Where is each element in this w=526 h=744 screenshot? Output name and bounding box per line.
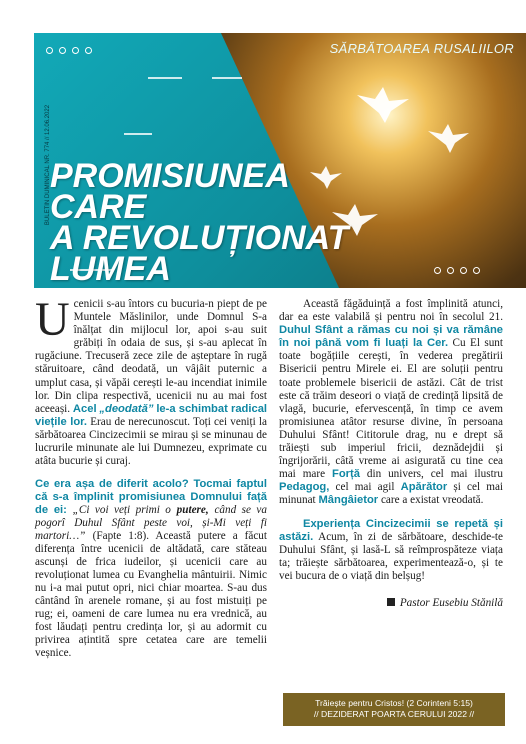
experience-paragraph: Experiența Cincizecimii se repetă și astăzi. Acum, în zi de sărbătoare, deschide-te Duhului Sfânt, și lasă-L să reîmprospăteze viața ta; trăiește sărbătoarea, experimentează-o, și te vei bucura de o viață din belșug! <box>279 517 503 582</box>
section-label: SĂRBĂTOAREA RUSALIILOR <box>329 41 514 56</box>
decor-bar <box>124 133 152 135</box>
article-left-column <box>35 293 268 660</box>
promise-paragraph: Această făgăduință a fost împlinită atunci, dar ea este valabilă și pentru noi în secolul 21. Duhul Sfânt a rămas cu noi și va rămâne în noi până vom fi luați la Cer. Cu El sunt toate bogățiile cerești, în vederea pregătirii Bisericii pentru Mirele ei. El are soluții pentru toate problemele bisericii de astăzi. Cât de trist este că trăim deseori o viață de credință lipsită de vlagă, bucurie, efervescență, în timp ce avem promisiunea atâtor resurse divine, în persoana Duhului Sfânt! Cititorule drag, nu e drept să trăiești sub imperiul fricii, deznădejdii și îngrijorării, câtă vreme ai asigurată cu tine cea mai mare Forță din univers, cel mai ilustru Pedagog, cel mai agil Apărător și cel mai minunat Mângâietor care a existat vreodată. <box>279 298 504 507</box>
dove-icon <box>428 124 469 153</box>
dots-decoration <box>434 267 480 274</box>
article-right-column <box>279 298 503 610</box>
bulletin-number: BULETIN DUMINICAL NR. 774 // 12.06.2022 <box>45 104 51 226</box>
question-heading: Ce era așa de diferit acolo? Tocmai faptul că s-a împlinit promisiunea Domnului față de ei: „Ci voi veți primi o putere, când se va pogorî Duhul Sfânt peste voi, și-Mi veți fi martori…” (Faptе 1:8). Această putere a făcut diferența între ucenicii de altădată, care stăteau ascunși de frica iudeilor, și ucenicii care au revoluționat lumea cu Evanghelia mântuirii. Nimic nu i-a mai putut opri, nici chiar moartea. S-au dus cântând în arenele romane, și au fost mistuiți pe rug; ei, oameni de care lumea nu era vrednică, au fost lăudați pentru credința lor, și au adormit cu privirea ațintită spre cetatea care are temelii veșnice. <box>35 478 268 660</box>
dropcap: U <box>35 293 70 346</box>
footer-motto: Trăiește pentru Cristos! (2 Corinteni 5:15) // DEZIDERAT POARTA CERULUI 2022 // <box>283 693 505 726</box>
page-title: PROMISIUNEA CARE A REVOLUȚIONAT LUMEA <box>50 157 349 288</box>
header-banner <box>34 33 526 288</box>
square-bullet-icon <box>387 598 395 606</box>
intro-paragraph: Ucenicii s-au întors cu bucuria-n piept de pe Muntele Măslinilor, unde Domnul S-a înălțat din mijlocul lor, apoi s-au suit grăbiți în odaia de sus, și s-au aplecat în rugăciune. Trecuseră zece zile de așteptare în rugă stăruitoare, când deodată, un vâjâit puternic a umplut casa, și văpăi cerești le-au incendiat inimile lor. Din clipa respectivă, ucenicii nu au mai fost aceeași. Acel „deodată” le-a schimbat radical viețile lor. Erau de nerecunoscut. Toți cei veniți la sărbătoarea Cincizecimii se mirau și se minunau de lucrurile minunate ale lui Dumnezeu, exprimate cu atâta bucurie și curaj. <box>35 293 268 468</box>
decor-bar <box>212 77 242 79</box>
decor-bar <box>148 77 182 79</box>
dove-icon <box>357 87 409 123</box>
signature: Pastor Eusebiu Stănilă <box>279 597 503 610</box>
dots-decoration <box>46 47 92 54</box>
